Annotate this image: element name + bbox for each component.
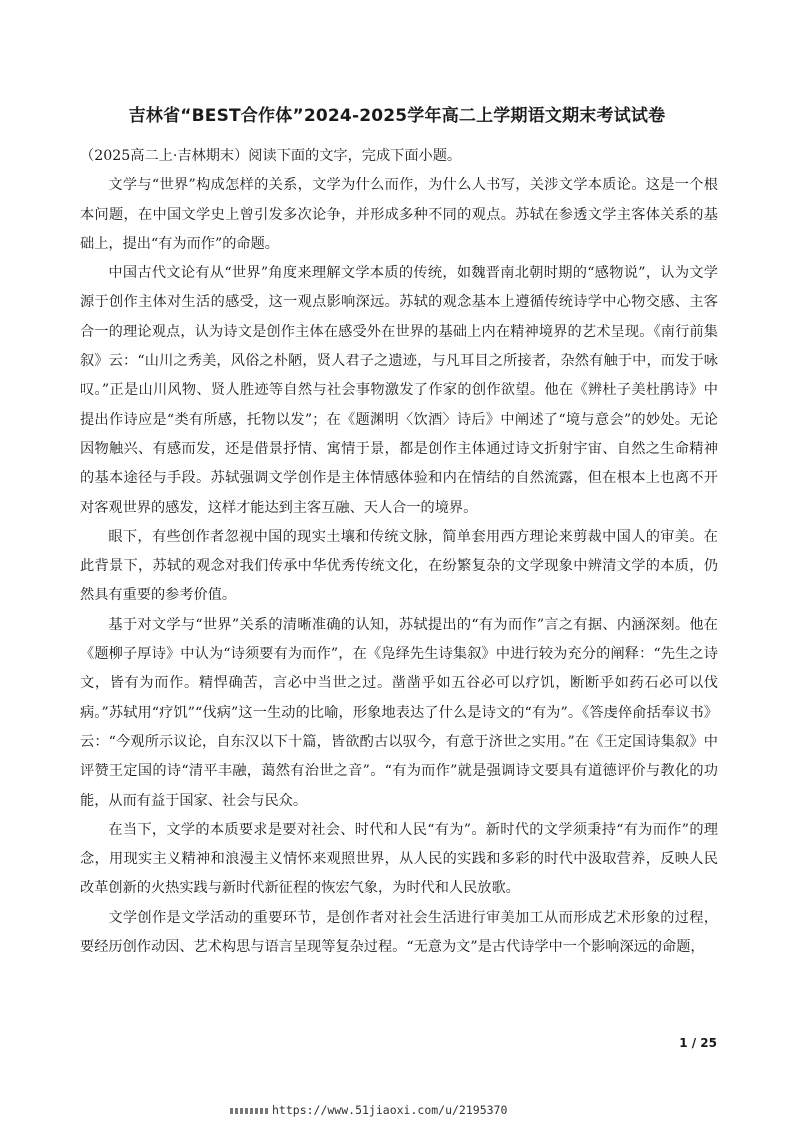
paragraph: 文学与“世界”构成怎样的关系，文学为什么而作，为什么人书写，关涉文学本质论。这是一个根本问题，在中国文学史上曾引发多次论争，并形成多种不同的观点。苏轼在参透文学主客体关系的基础上，提出“有为而作”的命题。 (80, 177, 718, 252)
document-body (80, 142, 718, 962)
page-number: 1 / 25 (679, 1036, 717, 1050)
footer-watermark (230, 1103, 570, 1117)
question-intro: （2025高二上·吉林期末）阅读下面的文字，完成下面小题。 (80, 148, 462, 164)
site-logo-icon (230, 1108, 268, 1114)
footer-url[interactable]: https://www.51jiaoxi.com/u/2195370 (272, 1103, 508, 1117)
document-title: 吉林省“BEST合作体”2024-2025学年高二上学期语文期末考试试卷 (128, 106, 666, 126)
paragraph: 眼下，有些创作者忽视中国的现实土壤和传统文脉，简单套用西方理论来剪裁中国人的审美。在此背景下，苏轼的观念对我们传承中华优秀传统文化，在纷繁复杂的文学现象中辨清文学的本质，仍然具有重要的参考价值。 (80, 528, 718, 604)
paragraph: 文学创作是文学活动的重要环节，是创作者对社会生活进行审美加工从而形成艺术形象的过程，要经历创作动因、艺术构思与语言呈现等复杂过程。“无意为文”是古代诗学中一个影响深远的命题， (80, 909, 718, 956)
paragraph: 中国古代文论有从“世界”角度来理解文学本质的传统，如魏晋南北朝时期的“感物说”，认为文学源于创作主体对生活的感受，这一观点影响深远。苏轼的观念基本上遵循传统诗学中心物交感、主客合一的理论观点，认为诗文是创作主体在感受外在世界的基础上内在精神境界的艺术呈现。《南行前集叙》云：“山川之秀美，风俗之朴陋，贤人君子之遗迹，与凡耳目之所接者，杂然有触于中，而发于咏叹。”正是山川风物、贤人胜迹等自然与社会事物激发了作家的创作欲望。他在《辨杜子美杜鹃诗》中提出作诗应是“类有所感，托物以发”；在《题渊明〈饮酒〉诗后》中阐述了“境与意会”的妙处。无论因物触兴、有感而发，还是借景抒情、寓情于景，都是创作主体通过诗文折射宇宙、自然之生命精神的基本途径与手段。苏轼强调文学创作是主体情感体验和内在情结的自然流露，但在根本上也离不开对客观世界的感发，这样才能达到主客互融、天人合一的境界。 (80, 265, 718, 516)
paragraph: 基于对文学与“世界”关系的清晰准确的认知，苏轼提出的“有为而作”言之有据、内涵深刻。他在《题柳子厚诗》中认为“诗须要有为而作”，在《凫绎先生诗集叙》中进行较为充分的阐释：“先生之诗文，皆有为而作。精悍确苦，言必中当世之过。凿凿乎如五谷必可以疗饥，断断乎如药石必可以伐病。”苏轼用“疗饥”“伐病”这一生动的比喻，形象地表达了什么是诗文的“有为”。《答虔倅俞括奉议书》云：“今观所示议论，自东汉以下十篇，皆欲酌古以驭今，有意于济世之实用。”在《王定国诗集叙》中评赞王定国的诗“清平丰融，蔼然有治世之音”。“有为而作”就是强调诗文要具有道德评价与教化的功能，从而有益于国家、社会与民众。 (80, 616, 718, 809)
paragraph: 在当下，文学的本质要求是要对社会、时代和人民“有为”。新时代的文学须秉持“有为而作”的理念，用现实主义精神和浪漫主义情怀来观照世界，从人民的实践和多彩的时代中汲取营养，反映人民改革创新的火热实践与新时代新征程的恢宏气象，为时代和人民放歌。 (80, 821, 718, 897)
